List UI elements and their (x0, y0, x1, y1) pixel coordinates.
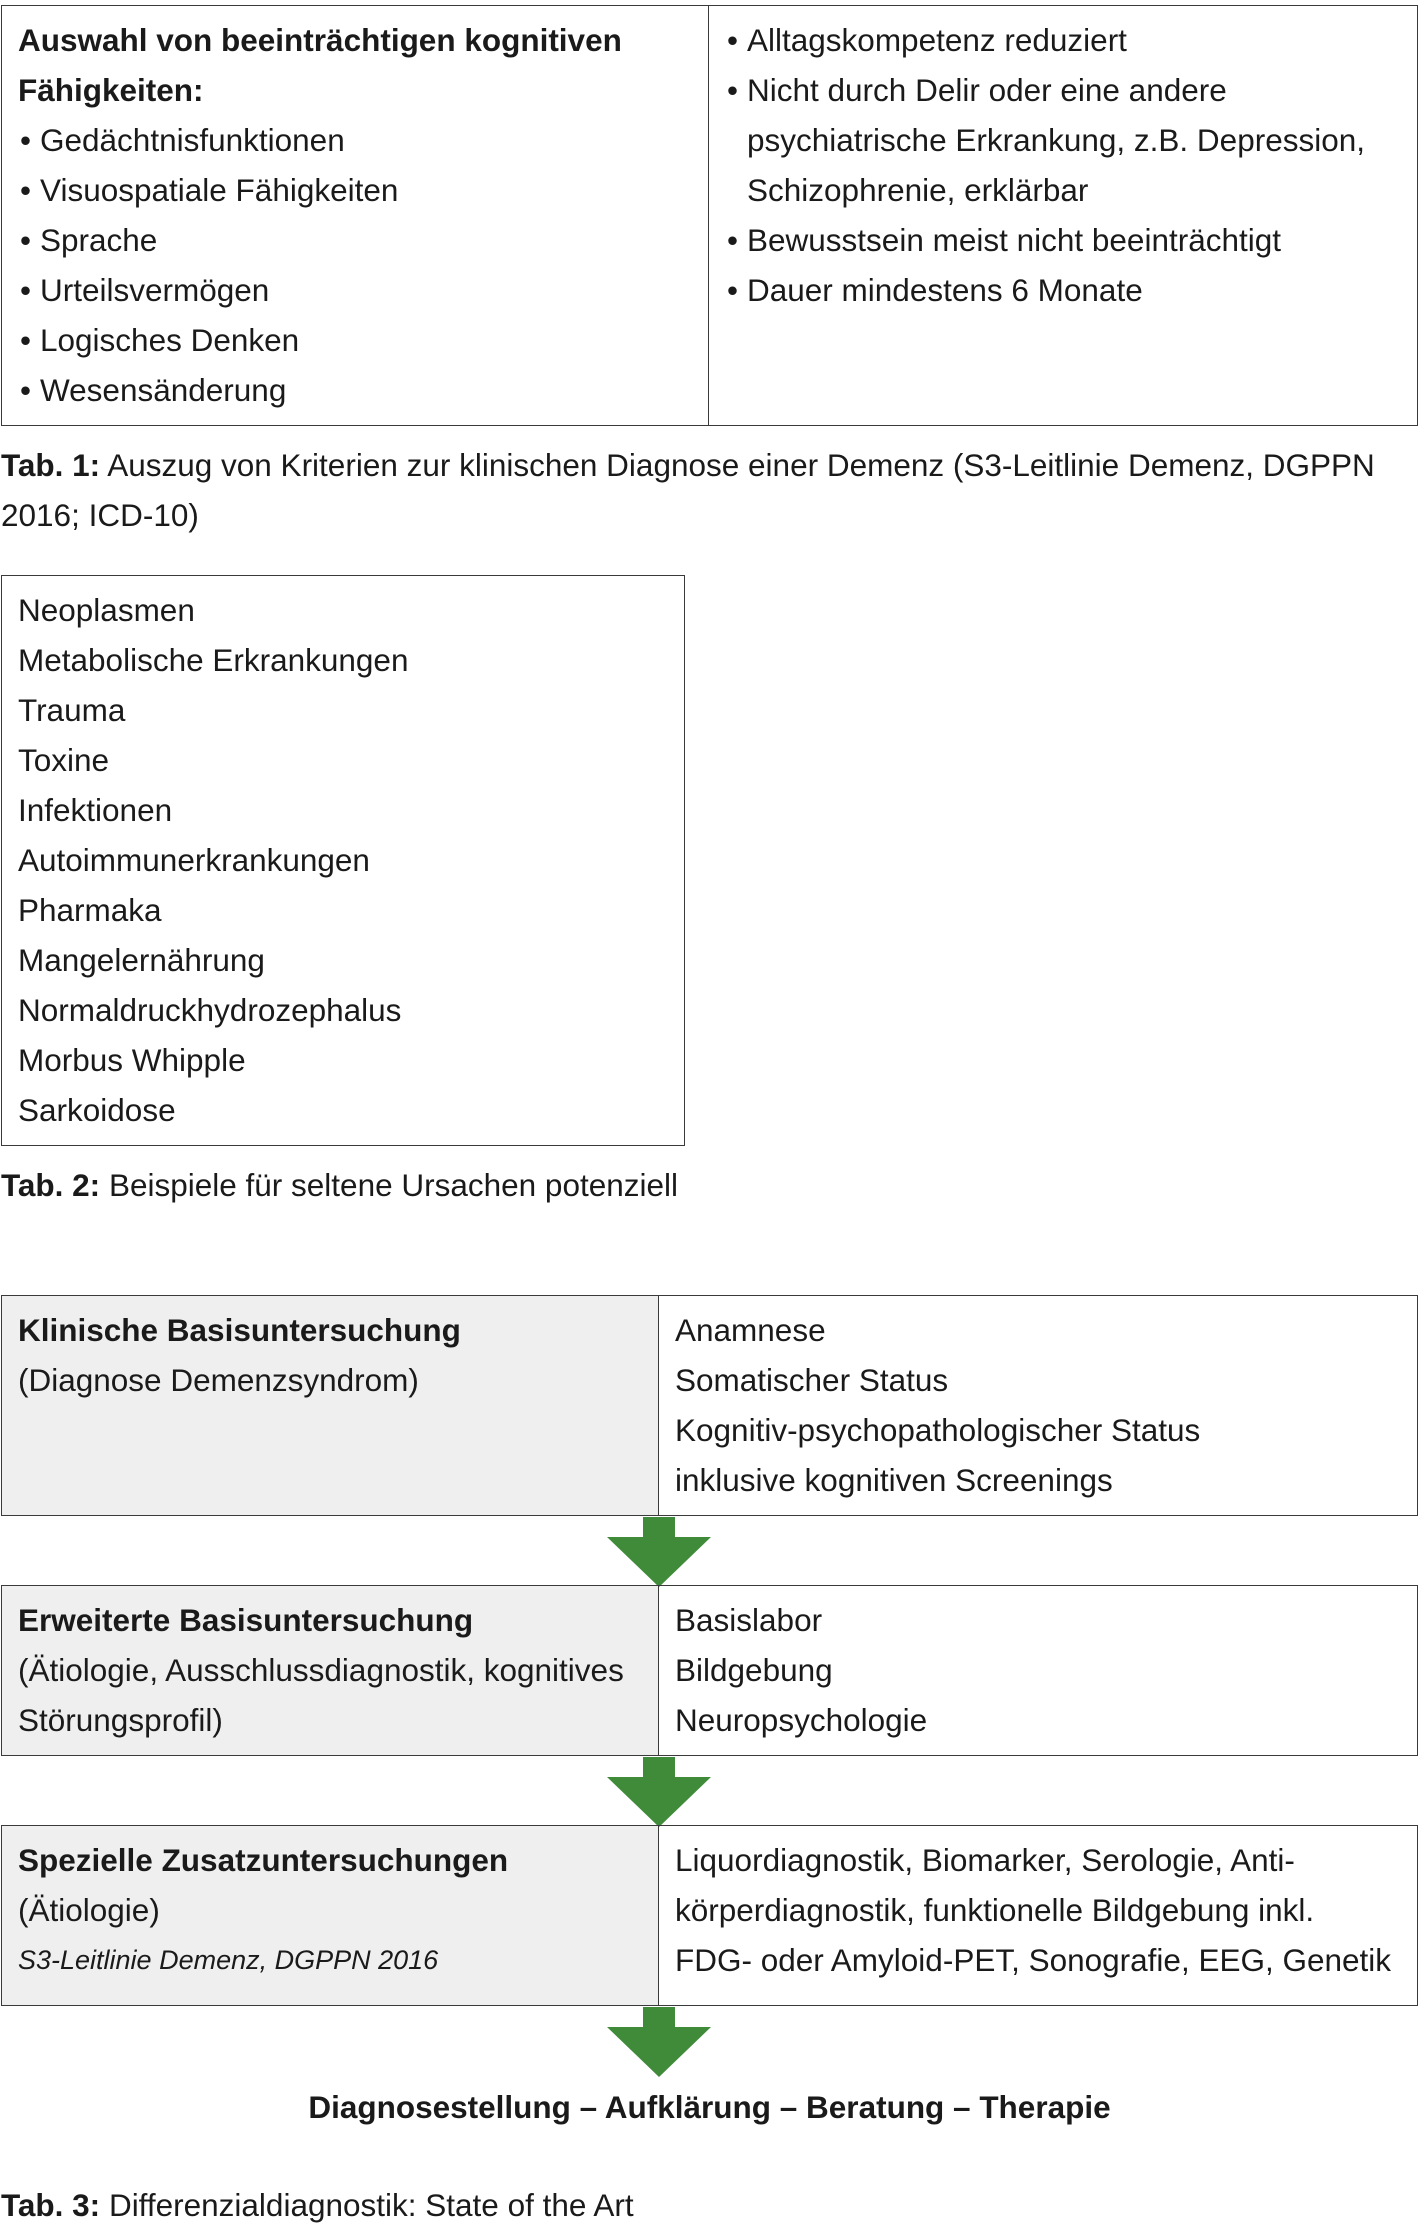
tab1-caption (1, 440, 1401, 540)
step-detail: Anamnese (675, 1312, 826, 1348)
list-item: Trauma (18, 692, 126, 728)
list-item: Autoimmunerkrankungen (18, 842, 370, 878)
list-item: Pharmaka (18, 892, 162, 928)
tab2-list (18, 585, 678, 1135)
tab3-row1-left-text (18, 1305, 648, 1405)
step-title: Erweiterte Basisuntersuchung (18, 1602, 474, 1638)
step-source-note: S3-Leitlinie Demenz, DGPPN 2016 (18, 1945, 439, 1975)
caption-label: Tab. 1: (1, 447, 101, 483)
list-item: Metabolische Erkrankungen (18, 642, 409, 678)
step-detail: inklusive kognitiven Screenings (675, 1462, 1113, 1498)
final-step: Diagnosestellung – Aufklärung – Beratung – Therapie (308, 2089, 1111, 2125)
step-detail: Basislabor (675, 1602, 823, 1638)
list-item: • Wesensänderung (18, 365, 698, 415)
step-subtitle: (Ätiologie) (18, 1892, 160, 1928)
tab3-row2-right-text (675, 1595, 1405, 1745)
tab1-left-list (18, 115, 698, 415)
tab2-cell (18, 585, 678, 1135)
list-item: • Gedächtnisfunktionen (18, 115, 698, 165)
caption-text: Beispiele für seltene Ursachen potenziell (100, 1167, 679, 1203)
list-item: • Bewusstsein meist nicht beeinträchtigt (725, 215, 1400, 265)
step-subtitle: (Ätiologie, Ausschlussdiagnostik, kognitives Störungsprofil) (18, 1652, 624, 1738)
tab3-row2-left-text (18, 1595, 650, 1745)
tab3-row1-right-text (675, 1305, 1405, 1505)
step-title: Spezielle Zusatzuntersuchungen (18, 1842, 509, 1878)
list-item: • Dauer mindestens 6 Monate (725, 265, 1400, 315)
step-detail: Kognitiv-psychopathologischer Status (675, 1412, 1201, 1448)
list-item: • Nicht durch Delir oder eine andere psychiatrische Erkrankung, z.B. Depression, Schizophrenie, erklärbar (725, 65, 1400, 215)
caption-text: Differenzialdiagnostik: State of the Art (100, 2187, 634, 2223)
list-item: Sarkoidose (18, 1092, 176, 1128)
list-item: • Sprache (18, 215, 698, 265)
list-item: Normaldruckhydrozephalus (18, 992, 402, 1028)
tab3-caption (1, 2180, 1401, 2230)
caption-text: Auszug von Kriterien zur klinischen Diagnose einer Demenz (S3-Leitlinie Demenz, DGPPN 2016; ICD-10) (1, 447, 1375, 533)
list-item: Mangelernährung (18, 942, 265, 978)
list-item: • Urteilsvermögen (18, 265, 698, 315)
tab3-row3-right-text (675, 1835, 1410, 1985)
tab1-right-list (725, 15, 1400, 315)
step-detail: FDG- oder Amyloid-PET, Sonografie, EEG, Genetik (675, 1942, 1392, 1978)
list-item: Morbus Whipple (18, 1042, 246, 1078)
tab3-row3-left-text (18, 1835, 650, 1985)
step-title: Klinische Basisuntersuchung (18, 1312, 461, 1348)
list-item: • Logisches Denken (18, 315, 698, 365)
step-detail: Liquordiagnostik, Biomarker, Serologie, Anti- (675, 1842, 1295, 1878)
list-item: • Visuospatiale Fähigkeiten (18, 165, 698, 215)
step-subtitle: (Diagnose Demenzsyndrom) (18, 1362, 419, 1398)
tab1-right-cell (725, 15, 1400, 315)
tab1-left-cell (18, 15, 698, 415)
caption-label: Tab. 2: (1, 1167, 101, 1203)
step-detail: körperdiagnostik, funktionelle Bildgebung inkl. (675, 1892, 1315, 1928)
tab1-left-heading: Auswahl von beeinträchtigen kognitiven Fähigkeiten: (18, 22, 622, 108)
list-item: Neoplasmen (18, 592, 195, 628)
down-arrow-icon (605, 2007, 713, 2079)
step-detail: Neuropsychologie (675, 1702, 928, 1738)
step-detail: Somatischer Status (675, 1362, 949, 1398)
step-detail: Bildgebung (675, 1652, 833, 1688)
list-item: Infektionen (18, 792, 173, 828)
list-item: • Alltagskompetenz reduziert (725, 15, 1400, 65)
down-arrow-icon (605, 1757, 713, 1829)
list-item: Toxine (18, 742, 110, 778)
tab2-caption (1, 1160, 1401, 1210)
down-arrow-icon (605, 1517, 713, 1589)
caption-label: Tab. 3: (1, 2187, 101, 2223)
tab1-divider (708, 5, 709, 426)
